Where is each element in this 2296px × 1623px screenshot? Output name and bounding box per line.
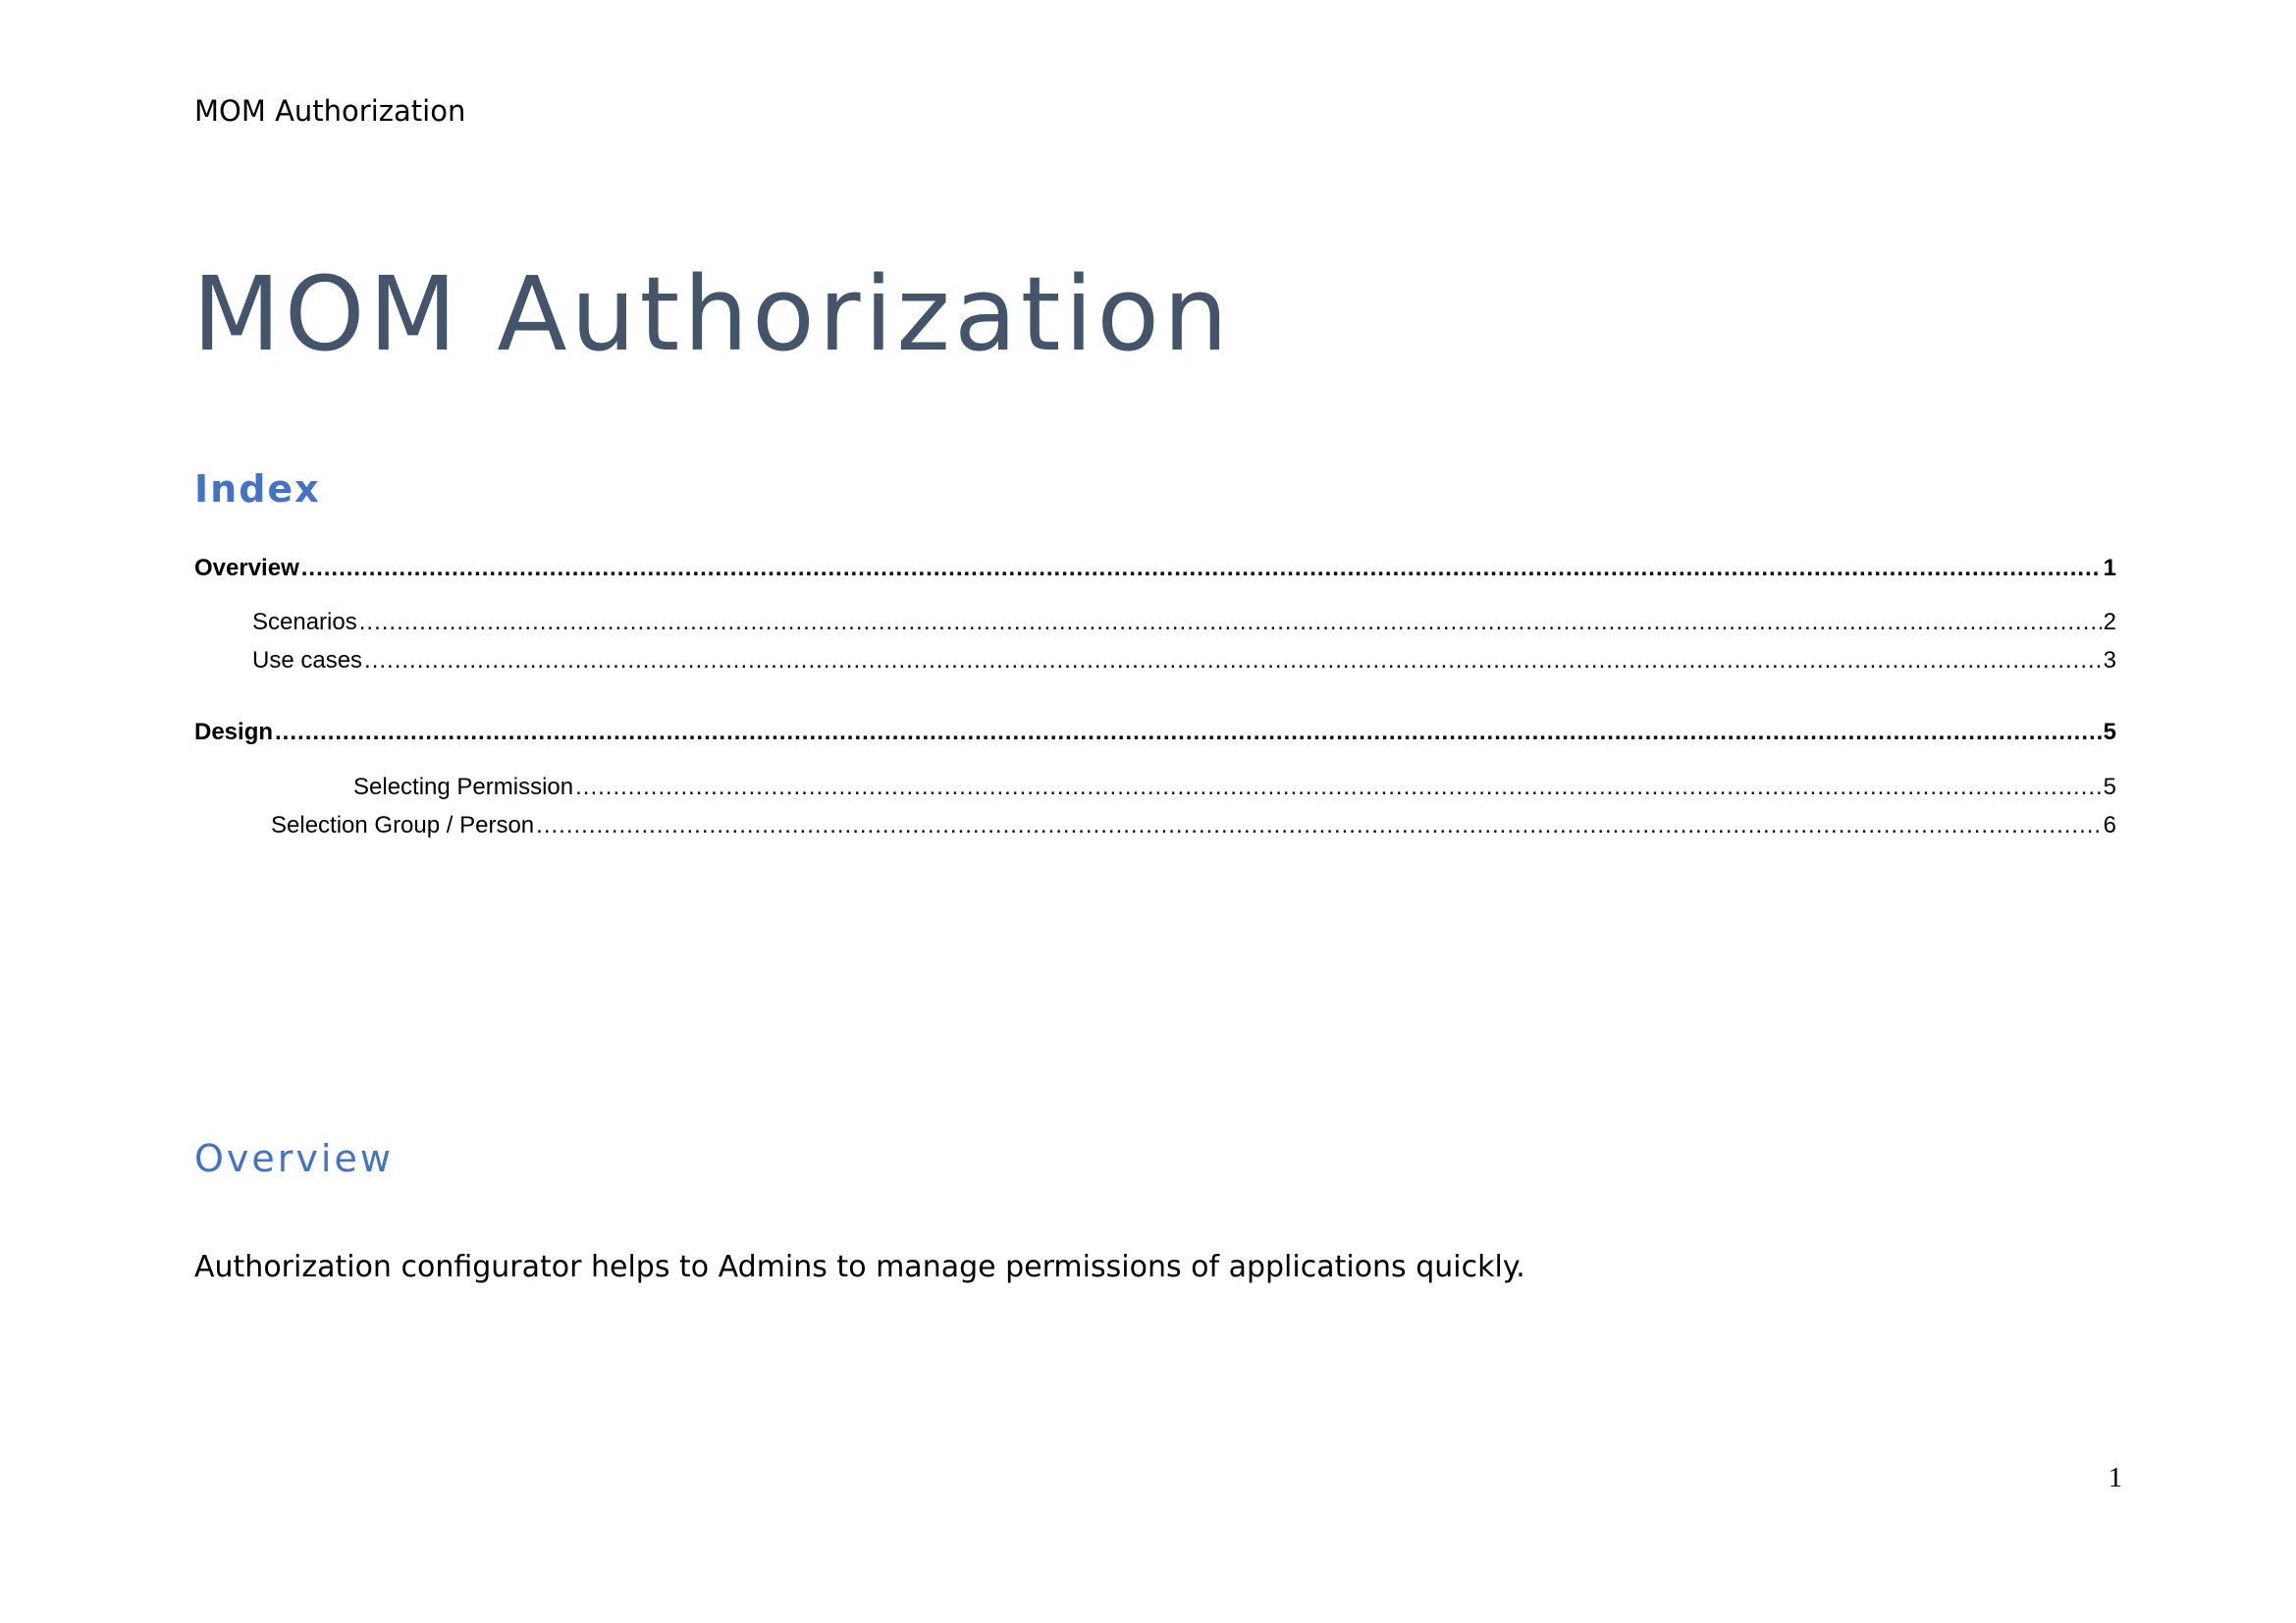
toc-entry-selection-group-person[interactable] (271, 812, 2116, 839)
toc-entry-page: 2 (2103, 609, 2116, 635)
toc-dot-leader (364, 647, 2102, 675)
toc-entry-use-cases[interactable] (252, 647, 2116, 675)
page-header: MOM Authorization (194, 94, 466, 128)
document-title: MOM Authorization (192, 254, 1232, 374)
toc-entry-page: 3 (2103, 647, 2116, 674)
toc-dot-leader (301, 555, 2102, 582)
toc-entry-page: 5 (2103, 719, 2116, 745)
toc-entry-label: Use cases (252, 647, 363, 674)
toc-entry-page: 1 (2103, 555, 2116, 581)
index-heading: Index (194, 467, 321, 511)
toc-dot-leader (536, 812, 2101, 839)
page-number: 1 (2109, 1463, 2122, 1493)
toc-dot-leader (359, 609, 2102, 636)
toc-dot-leader (275, 719, 2102, 746)
toc-entry-overview[interactable] (194, 555, 2116, 582)
toc-entry-label: Selection Group / Person (271, 812, 535, 839)
toc-entry-design[interactable] (194, 719, 2116, 746)
toc-entry-label: Scenarios (252, 609, 357, 635)
toc-entry-label: Selecting Permission (353, 774, 574, 800)
toc-dot-leader (575, 774, 2102, 801)
toc-entry-label: Design (194, 719, 274, 745)
toc-entry-selecting-permission[interactable] (353, 774, 2116, 801)
overview-heading: Overview (194, 1137, 394, 1180)
toc-entry-scenarios[interactable] (252, 609, 2116, 636)
overview-paragraph: Authorization configurator helps to Admins to manage permissions of applications quickly. (194, 1250, 1525, 1284)
table-of-contents (194, 0, 2116, 1623)
toc-entry-page: 5 (2103, 774, 2116, 800)
toc-entry-page: 6 (2103, 812, 2116, 839)
toc-entry-label: Overview (194, 555, 299, 581)
